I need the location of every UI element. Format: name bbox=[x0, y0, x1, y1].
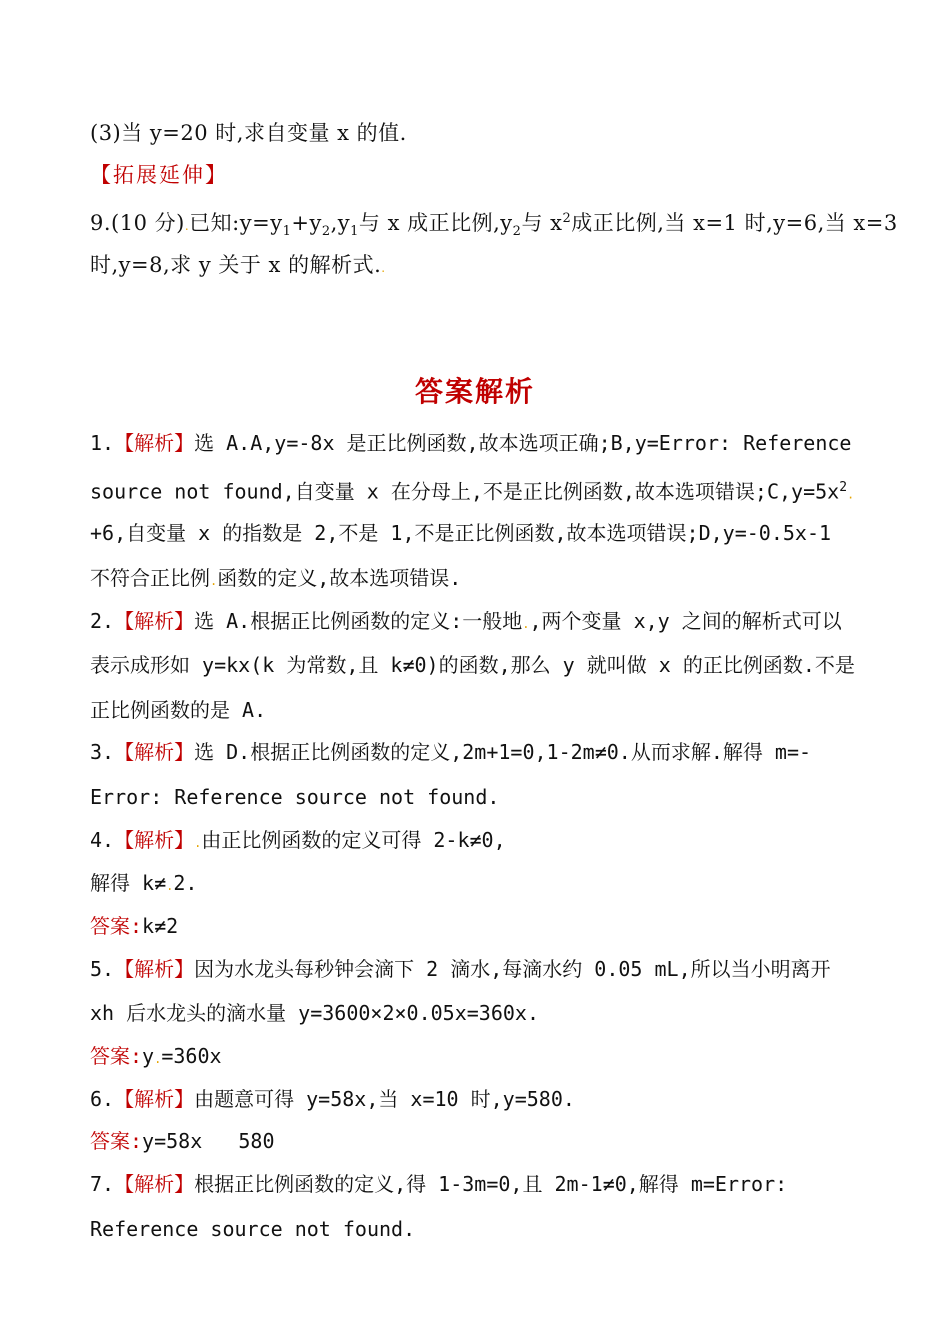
answer-4-line-1 bbox=[90, 825, 865, 858]
answer-tag: 答案: bbox=[90, 914, 143, 938]
answer-3-text-2: Error: Reference source not found. bbox=[90, 785, 500, 809]
q9-text-f: 成正比例,当 x=1 时,y=6,当 x=3 bbox=[571, 211, 898, 235]
answer-1-number: 1. bbox=[90, 431, 115, 455]
superscript-2: 2 bbox=[562, 211, 572, 226]
answer-7-line-2 bbox=[90, 1214, 865, 1244]
analysis-tag: 【解析】 bbox=[114, 431, 195, 455]
answer-2-line-1 bbox=[90, 606, 865, 639]
answer-2-text-1a: 选 A.根据正比例函数的定义:一般地 bbox=[194, 609, 523, 633]
mark-dot: . bbox=[522, 617, 530, 631]
answer-6-result bbox=[90, 1126, 865, 1156]
subscript-1: 1 bbox=[282, 224, 292, 240]
analysis-tag: 【解析】 bbox=[114, 828, 195, 852]
q9-text-e: 与 x bbox=[521, 211, 563, 235]
answer-1-line-2 bbox=[90, 473, 865, 510]
mark-dot: . bbox=[154, 1052, 162, 1066]
answer-1-line-4 bbox=[90, 563, 865, 596]
answer-2-text-3: 正比例函数的是 A. bbox=[90, 698, 267, 722]
answer-5-result bbox=[90, 1041, 865, 1074]
q9-text-c: ,y bbox=[330, 211, 351, 235]
answer-4-result bbox=[90, 911, 865, 941]
superscript-2: 2 bbox=[839, 480, 848, 495]
answer-4-text-1: 由正比例函数的定义可得 2-k≠0, bbox=[201, 828, 506, 852]
answer-4-number: 4. bbox=[90, 828, 115, 852]
answer-5-value-a: y bbox=[142, 1044, 155, 1068]
answer-6-value: y=58x 580 bbox=[142, 1129, 275, 1153]
subscript-2: 2 bbox=[321, 224, 331, 240]
answer-1-line-3 bbox=[90, 518, 865, 548]
mark-dot: . bbox=[166, 879, 174, 893]
q9-text-a: 已知:y=y bbox=[189, 211, 283, 235]
answer-1-text-4b: 函数的定义,故本选项错误. bbox=[217, 566, 462, 590]
analysis-tag: 【解析】 bbox=[114, 609, 195, 633]
answer-2-text-2: 表示成形如 y=kx(k 为常数,且 k≠0)的函数,那么 y 就叫做 x 的正比例函数.不是 bbox=[90, 653, 855, 677]
answer-6-text-1: 由题意可得 y=58x,当 x=10 时,y=580. bbox=[194, 1087, 575, 1111]
subscript-1b: 1 bbox=[350, 224, 359, 240]
answer-tag: 答案: bbox=[90, 1129, 143, 1153]
answer-2-line-2 bbox=[90, 650, 865, 680]
answers-title: 答案解析 bbox=[414, 375, 535, 408]
question-9-line-1 bbox=[90, 204, 898, 247]
answer-2-line-3 bbox=[90, 695, 865, 725]
answer-3-text-1: 选 D.根据正比例函数的定义,2m+1=0,1-2m≠0.从而求解.解得 m=- bbox=[194, 740, 812, 764]
mark-dot: . bbox=[381, 261, 386, 275]
answer-7-text-2: Reference source not found. bbox=[90, 1217, 416, 1241]
answer-3-number: 3. bbox=[90, 740, 115, 764]
answer-4-line-2 bbox=[90, 868, 865, 901]
answer-7-number: 7. bbox=[90, 1172, 115, 1196]
analysis-tag: 【解析】 bbox=[114, 1087, 195, 1111]
answer-5-text-2: xh 后水龙头的滴水量 y=3600×2×0.05x=360x. bbox=[90, 1001, 539, 1025]
question-3-text: (3)当 y=20 时,求自变量 x 的值. bbox=[90, 121, 407, 145]
answer-1-text-4a: 不符合正比例 bbox=[90, 566, 210, 590]
question-3-part bbox=[90, 118, 865, 148]
answer-4-text-2a: 解得 k≠ bbox=[90, 871, 167, 895]
answer-1-text-2: source not found,自变量 x 在分母上,不是正比例函数,故本选项错误;C,y=5x bbox=[90, 479, 840, 504]
q9-text-b: +y bbox=[291, 211, 322, 235]
answer-5-text-1: 因为水龙头每秒钟会滴下 2 滴水,每滴水约 0.05 mL,所以当小明离开 bbox=[194, 957, 831, 981]
subscript-2b: 2 bbox=[512, 224, 522, 240]
answer-4-value: k≠2 bbox=[142, 914, 179, 938]
question-9-number: 9.(10 分) bbox=[90, 211, 185, 235]
answer-7-text-1: 根据正比例函数的定义,得 1-3m=0,且 2m-1≠0,解得 m=Error: bbox=[194, 1172, 788, 1196]
mark-dot: . bbox=[184, 219, 190, 233]
answer-2-text-1b: ,两个变量 x,y 之间的解析式可以 bbox=[529, 609, 842, 633]
extension-heading: 【拓展延伸】 bbox=[90, 163, 228, 187]
answer-5-line-1 bbox=[90, 954, 865, 984]
answer-5-number: 5. bbox=[90, 957, 115, 981]
question-9-line-2 bbox=[90, 250, 865, 283]
answer-3-line-1 bbox=[90, 737, 865, 767]
mark-dot: . bbox=[847, 487, 855, 502]
answer-1-line-1 bbox=[90, 428, 865, 458]
analysis-tag: 【解析】 bbox=[114, 957, 195, 981]
answer-5-value-b: =360x bbox=[161, 1044, 222, 1068]
answer-7-line-1 bbox=[90, 1169, 865, 1199]
answer-1-text-1: 选 A.A,y=-8x 是正比例函数,故本选项正确;B,y=Error: Reference bbox=[194, 431, 852, 455]
mark-dot: . bbox=[194, 836, 202, 850]
answer-3-line-2 bbox=[90, 782, 865, 812]
q9-line-2-text: 时,y=8,求 y 关于 x 的解析式. bbox=[90, 253, 382, 277]
answer-tag: 答案: bbox=[90, 1044, 143, 1068]
answer-2-number: 2. bbox=[90, 609, 115, 633]
q9-text-d: 与 x 成正比例,y bbox=[358, 211, 513, 235]
answer-6-number: 6. bbox=[90, 1087, 115, 1111]
answer-1-text-3: +6,自变量 x 的指数是 2,不是 1,不是正比例函数,故本选项错误;D,y=-0.5x-1 bbox=[90, 521, 832, 545]
mark-dot: . bbox=[210, 574, 218, 588]
answer-6-line-1 bbox=[90, 1084, 865, 1114]
answer-4-text-2b: 2. bbox=[173, 871, 198, 895]
answer-5-line-2 bbox=[90, 998, 865, 1028]
analysis-tag: 【解析】 bbox=[114, 740, 195, 764]
analysis-tag: 【解析】 bbox=[114, 1172, 195, 1196]
